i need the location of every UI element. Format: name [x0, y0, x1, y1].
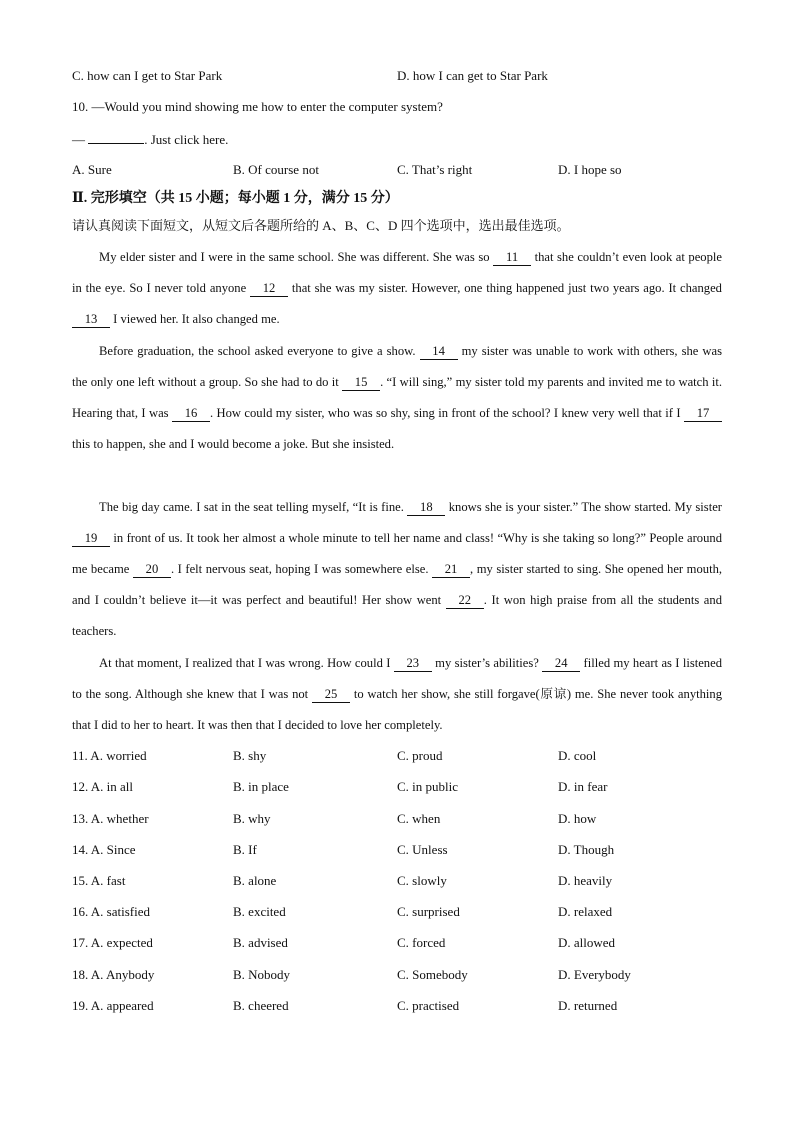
blank-17: 17: [684, 406, 722, 422]
choice-c: C. proud: [397, 748, 443, 763]
choice-b: B. Nobody: [233, 967, 291, 982]
choice-a: 16. A. satisfied: [72, 904, 150, 919]
choice-a: 18. A. Anybody: [72, 967, 155, 982]
choice-a: 19. A. appeared: [72, 998, 154, 1013]
choice-b: B. in place: [233, 779, 289, 794]
choice-c: C. in public: [397, 779, 459, 794]
choice-a: 11. A. worried: [72, 748, 147, 763]
choice-b: B. If: [233, 842, 257, 857]
choice-d: D. Everybody: [558, 967, 631, 982]
question-10-answer-line: [72, 129, 228, 150]
blank-16: 16: [172, 406, 210, 422]
blank-13: 13: [72, 312, 110, 328]
blank-25: 25: [312, 687, 350, 703]
blank-22: 22: [446, 593, 484, 609]
blank-21: 21: [432, 562, 470, 578]
choice-d: D. relaxed: [558, 904, 613, 919]
blank-14: 14: [420, 344, 458, 360]
q10-option-a: A. Sure: [72, 162, 112, 177]
blank-12: 12: [250, 281, 288, 297]
choice-c: C. when: [397, 811, 441, 826]
answer-blank: [88, 129, 144, 144]
choice-c: C. forced: [397, 935, 446, 950]
section-2-title: Ⅱ. 完形填空（共 15 小题；每小题 1 分，满分 15 分）: [72, 191, 399, 206]
blank-23: 23: [394, 656, 432, 672]
choice-d: D. heavily: [558, 873, 613, 888]
q10-option-b: B. Of course not: [233, 162, 319, 177]
choice-b: B. excited: [233, 904, 286, 919]
choice-c: C. slowly: [397, 873, 447, 888]
choice-c: C. practised: [397, 998, 460, 1013]
choice-a: 17. A. expected: [72, 935, 153, 950]
option-d: D. how I can get to Star Park: [397, 68, 548, 83]
blank-19: 19: [72, 531, 110, 547]
choice-d: D. returned: [558, 998, 618, 1013]
blank-15: 15: [342, 375, 380, 391]
option-c: C. how can I get to Star Park: [72, 68, 223, 83]
blank-24: 24: [542, 656, 580, 672]
passage-paragraph-1: My elder sister and I were in the same school. She was different. She was so 11 that she couldn’t even look at people in the eye. So I never told anyone 12 that she was my sister. However, one thing happened just two years ago. It changed 13 I viewed her. It also changed me.: [72, 250, 722, 327]
answer-suffix: . Just click here.: [144, 132, 229, 147]
choice-b: B. why: [233, 811, 271, 826]
blank-18: 18: [407, 500, 445, 516]
blank-11: 11: [493, 250, 531, 266]
choice-d: D. how: [558, 811, 597, 826]
choice-d: D. in fear: [558, 779, 608, 794]
choice-b: B. advised: [233, 935, 288, 950]
section-2-instruction: 请认真阅读下面短文，从短文后各题所给的 A、B、C、D 四个选项中，选出最佳选项。: [72, 218, 570, 233]
q10-option-c: C. That’s right: [397, 162, 473, 177]
answer-dash: —: [72, 132, 85, 147]
passage-paragraph-4: At that moment, I realized that I was wrong. How could I 23 my sister’s abilities? 24 filled my heart as I listened to the song. Although she knew that I was not 25 to watch her show, she still forgave(原谅) me. She never took anything that I did to her to heart. It was then that I decided to love her completely.: [72, 656, 723, 733]
choice-a: 14. A. Since: [72, 842, 136, 857]
choice-a: 12. A. in all: [72, 779, 134, 794]
choice-a: 13. A. whether: [72, 811, 149, 826]
choice-d: D. allowed: [558, 935, 616, 950]
question-10-stem: 10. —Would you mind showing me how to enter the computer system?: [72, 99, 443, 114]
choice-c: C. Somebody: [397, 967, 468, 982]
choice-b: B. shy: [233, 748, 267, 763]
choice-b: B. alone: [233, 873, 277, 888]
choice-d: D. Though: [558, 842, 615, 857]
choice-d: D. cool: [558, 748, 597, 763]
passage-paragraph-3: The big day came. I sat in the seat telling myself, “It is fine. 18 knows she is your sister.” The show started. My sister 19 in front of us. It took her almost a whole minute to tell her name and class! “Why is she taking so long?” People around me became 20 . I felt nervous seat, hoping I was somewhere else. 21 , my sister started to sing. She opened her mouth, and I couldn’t believe it—it was perfect and beautiful! Her show went 22 . It won high praise from all the students and teachers.: [72, 500, 723, 639]
choice-c: C. surprised: [397, 904, 460, 919]
blank-20: 20: [133, 562, 171, 578]
passage-paragraph-2: Before graduation, the school asked everyone to give a show. 14 my sister was unable to work with others, she was the only one left without a group. So she had to do it 15 . “I will sing,” my sister told my parents and invited me to watch it. Hearing that, I was 16 . How could my sister, who was so shy, sing in front of the school? I knew very well that if I 17 this to happen, she and I would become a joke. But she insisted.: [72, 344, 722, 452]
choice-b: B. cheered: [233, 998, 289, 1013]
choice-c: C. Unless: [397, 842, 448, 857]
q10-option-d: D. I hope so: [558, 162, 622, 177]
choice-a: 15. A. fast: [72, 873, 126, 888]
